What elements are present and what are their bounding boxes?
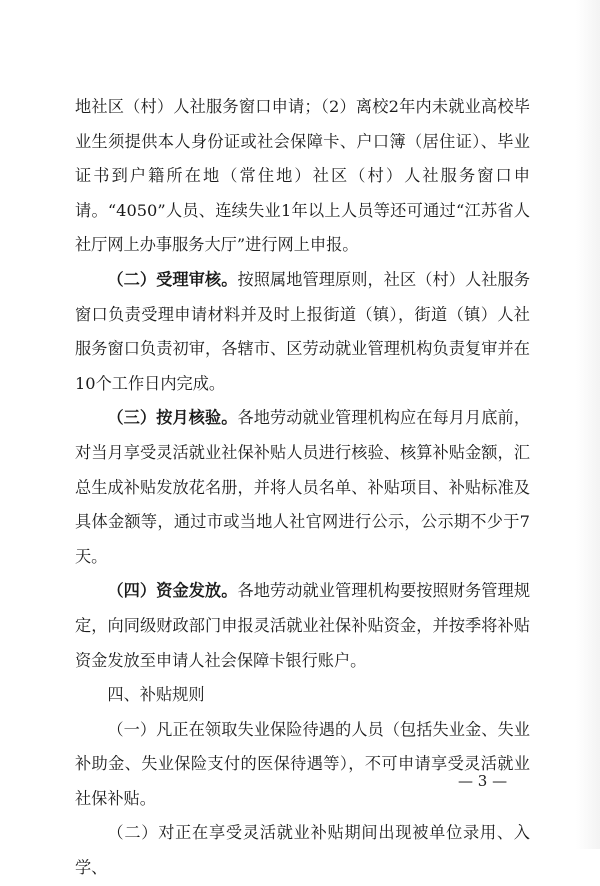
page-number: — 3 — (458, 772, 508, 790)
document-body (75, 90, 530, 886)
paragraph-fund-payment (75, 574, 530, 678)
section-text-fund-payment: 各地劳动就业管理机构要按照财务管理规定，向同级财政部门申报灵活就业社保补贴资金，并按季将补贴资金发放至申请人社会保障卡银行账户。 (75, 581, 531, 670)
section-text-monthly-check: 各地劳动就业管理机构应在每月月底前，对当月享受灵活就业社保补贴人员进行核验、核算补贴金额，汇总生成补贴发放花名册，并将人员名单、补贴项目、补贴标准及具体金额等，通过市或当地人社官网进行公示，公示期不少于7天。 (75, 408, 531, 566)
paragraph-rule-2: （二）对正在享受灵活就业补贴期间出现被单位录用、入学、 (75, 823, 530, 878)
paragraph-rule-1: （一）凡正在领取失业保险待遇的人员（包括失业金、失业补助金、失业保险支付的医保待遇等），不可申请享受灵活就业社保补贴。 (75, 719, 530, 808)
section-lead-fund-payment: （四）资金发放。 (107, 581, 238, 601)
paragraph-review (75, 263, 530, 401)
section-heading-subsidy-rules: 四、补贴规则 (107, 685, 205, 705)
paragraph-application-continued: 地社区（村）人社服务窗口申请；（2）离校2年内未就业高校毕业生须提供本人身份证或社会保障卡、户口簿（居住证）、毕业证书到户籍所在地（常住地）社区（村）人社服务窗口申请。“4050”人员、连续失业1年以上人员等还可通过“江苏省人社厅网上办事服务大厅”进行网上申报。 (75, 97, 530, 255)
section-lead-monthly-check: （三）按月核验。 (107, 408, 238, 428)
page-edge-shadow (576, 0, 600, 849)
section-text-review: 按照属地管理原则，社区（村）人社服务窗口负责受理申请材料并及时上报街道（镇），街道（镇）人社服务窗口负责初审，各辖市、区劳动就业管理机构负责复审并在10个工作日内完成。 (75, 269, 531, 393)
paragraph-monthly-check (75, 401, 530, 574)
section-lead-review: （二）受理审核。 (107, 269, 238, 289)
